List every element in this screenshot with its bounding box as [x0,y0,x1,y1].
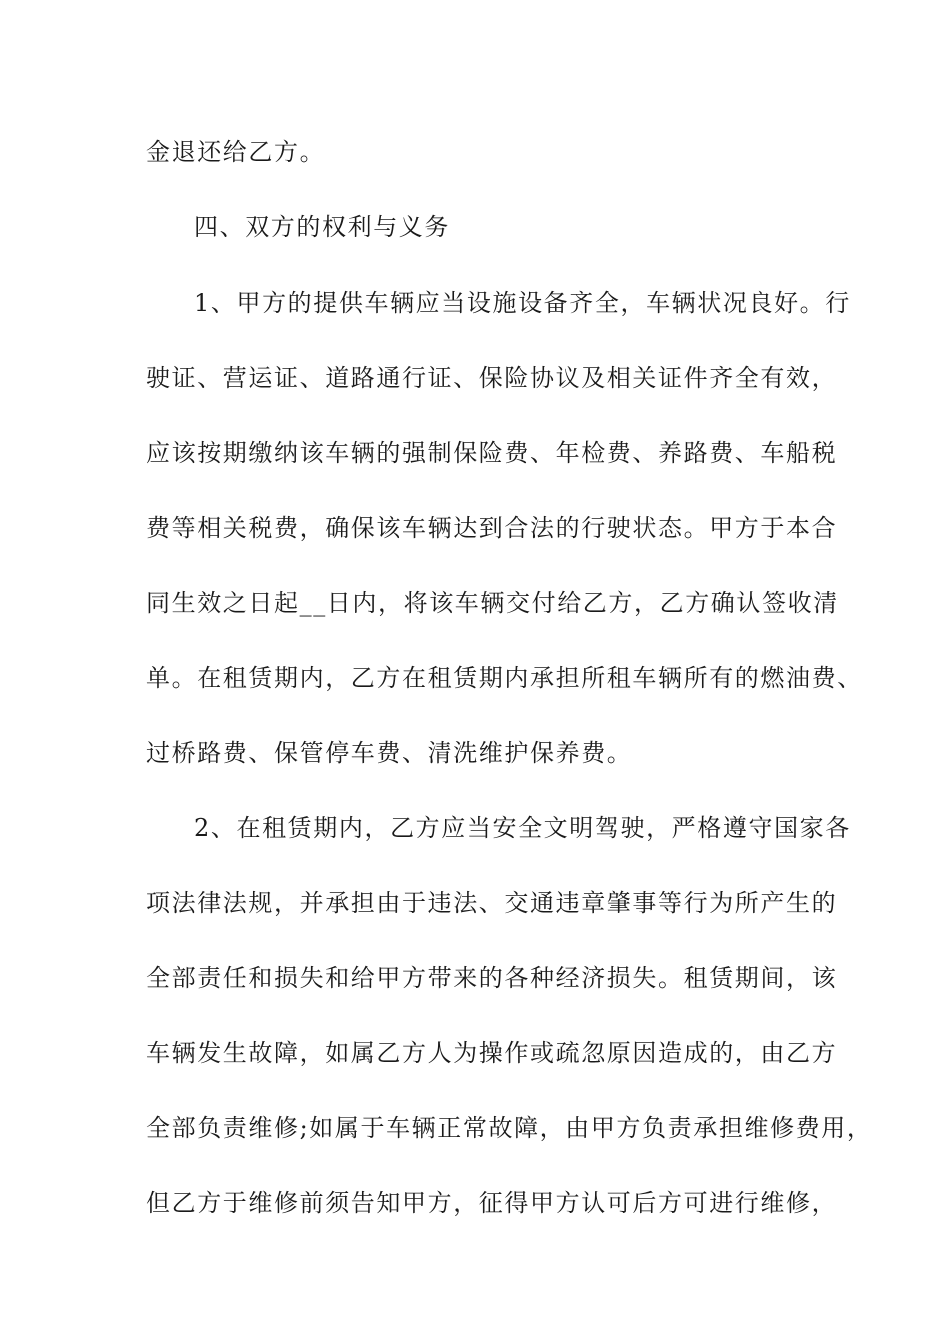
text-line: 过桥路费、保管停车费、清洗维护保养费。 [146,739,633,767]
text-line: 但乙方于维修前须告知甲方，征得甲方认可后方可进行维修， [146,1189,838,1217]
text-line: 2、在租赁期内，乙方应当安全文明驾驶，严格遵守国家各 [194,814,851,842]
text-line: 费等相关税费，确保该车辆达到合法的行驶状态。甲方于本合 [146,514,838,542]
text-line: 单。在租赁期内，乙方在租赁期内承担所租车辆所有的燃油费、 [146,664,863,692]
text-line: 驶证、营运证、道路通行证、保险协议及相关证件齐全有效， [146,364,838,392]
section-heading: 四、双方的权利与义务 [194,213,450,241]
text-line: 应该按期缴纳该车辆的强制保险费、年检费、养路费、车船税 [146,439,838,467]
text-line: 全部负责维修;如属于车辆正常故障，由甲方负责承担维修费用， [146,1114,873,1142]
text-line: 金退还给乙方。 [146,138,326,166]
text-line: 全部责任和损失和给甲方带来的各种经济损失。租赁期间，该 [146,964,838,992]
text-line: 项法律法规，并承担由于违法、交通违章肇事等行为所产生的 [146,889,838,917]
text-line: 车辆发生故障，如属乙方人为操作或疏忽原因造成的，由乙方 [146,1039,838,1067]
text-line: 同生效之日起__日内，将该车辆交付给乙方，乙方确认签收清 [146,589,839,617]
text-line: 1、甲方的提供车辆应当设施设备齐全，车辆状况良好。行 [194,289,851,317]
